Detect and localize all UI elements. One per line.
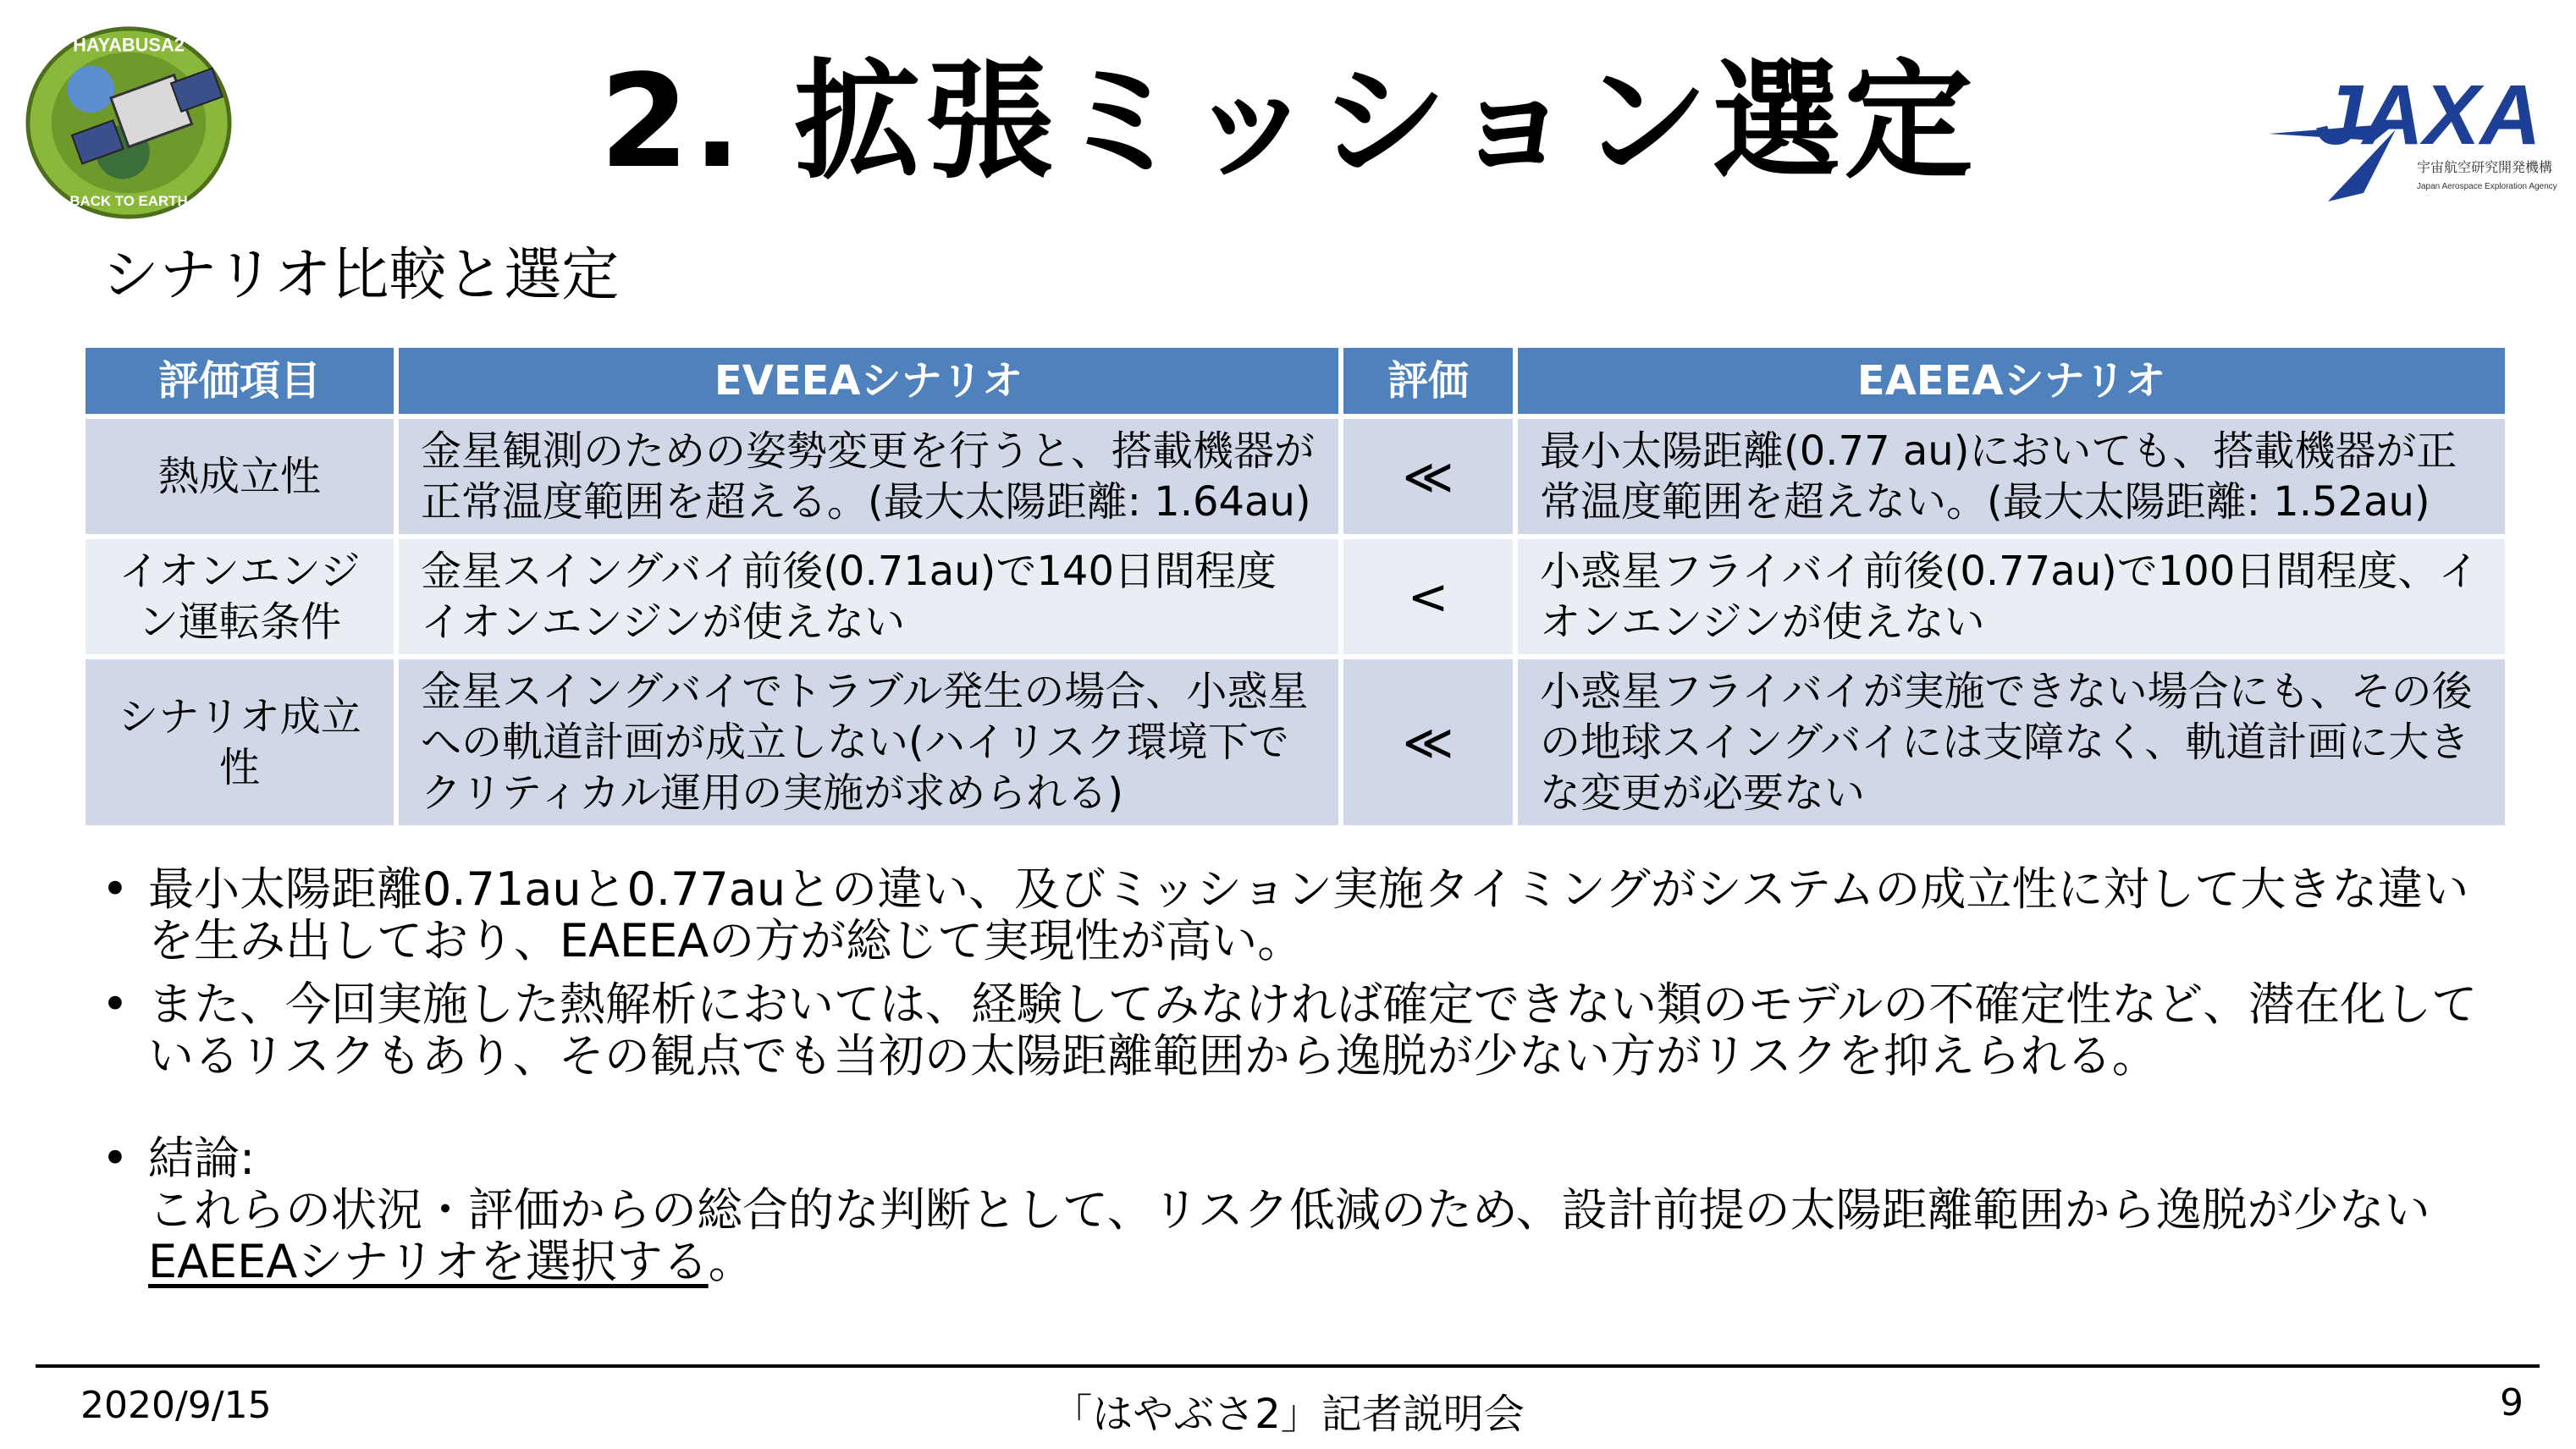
header-evaluation-item: 評価項目 xyxy=(85,348,394,414)
row-item-label: 熱成立性 xyxy=(85,419,394,534)
footer-event-name: 「はやぶさ2」記者説明会 xyxy=(1051,1391,1525,1438)
mission-logo-motto: BACK TO EARTH xyxy=(69,193,188,210)
row-item-label: イオンエンジン運転条件 xyxy=(85,539,394,654)
bullet-item: • また、今回実施した熱解析においては、経験してみなければ確定できない類のモデルの不確定性など、潜在化しているリスクもあり、その観点でも当初の太陽距離範囲から逸脱が少ない方がリスクを抑えられる。 xyxy=(102,978,2514,1082)
table-header-row xyxy=(85,348,2505,414)
row-evaluation-symbol: ≪ xyxy=(1343,419,1513,534)
header-eaeea-scenario: EAEEAシナリオ xyxy=(1518,348,2505,414)
row-eveea-cell: 金星観測のための姿勢変更を行うと、搭載機器が正常温度範囲を超える。(最大太陽距離: 1.64au) xyxy=(399,419,1338,534)
summary-bullets xyxy=(102,863,2514,1299)
jaxa-logo xyxy=(2269,49,2557,210)
row-item-label: シナリオ成立性 xyxy=(85,659,394,825)
slide-title: 2. 拡張ミッション選定 xyxy=(599,47,1977,196)
conclusion-end: 。 xyxy=(708,1235,754,1289)
footer-divider xyxy=(36,1364,2540,1368)
row-evaluation-symbol: < xyxy=(1343,539,1513,654)
row-eveea-cell: 金星スイングバイでトラブル発生の場合、小惑星への軌道計画が成立しない(ハイリスク環境下でクリティカル運用の実施が求められる) xyxy=(399,659,1338,825)
jaxa-agency-name-en: Japan Aerospace Exploration Agency xyxy=(2417,182,2557,191)
row-eveea-cell: 金星スイングバイ前後(0.71au)で140日間程度イオンエンジンが使えない xyxy=(399,539,1338,654)
bullet-item: • 最小太陽距離0.71auと0.77auとの違い、及びミッション実施タイミングがシステムの成立性に対して大きな違いを生み出しており、EAEEAの方が総じて実現性が高い。 xyxy=(102,863,2514,967)
jaxa-agency-name-ja: 宇宙航空研究開発機構 xyxy=(2417,159,2553,175)
header-evaluation: 評価 xyxy=(1343,348,1513,414)
jaxa-logo-wordmark: JAXA xyxy=(2315,68,2541,163)
header-eveea-scenario: EVEEAシナリオ xyxy=(399,348,1338,414)
row-evaluation-symbol: ≪ xyxy=(1343,659,1513,825)
conclusion-decision: EAEEAシナリオを選択する xyxy=(148,1235,709,1289)
row-eaeea-cell: 小惑星フライバイが実施できない場合にも、その後の地球スイングバイには支障なく、軌道計画に大きな変更が必要ない xyxy=(1518,659,2505,825)
page-number: 9 xyxy=(2500,1381,2524,1424)
footer-date: 2020/9/15 xyxy=(80,1384,272,1427)
section-subtitle: シナリオ比較と選定 xyxy=(102,242,620,309)
conclusion-body xyxy=(148,1184,2514,1287)
row-eaeea-cell: 最小太陽距離(0.77 au)においても、搭載機器が正常温度範囲を超えない。(最大太陽距離: 1.52au) xyxy=(1518,419,2505,534)
conclusion-item xyxy=(102,1132,2514,1287)
conclusion-label: • 結論: xyxy=(148,1132,256,1186)
mission-logo-name: HAYABUSA2 xyxy=(73,34,185,56)
row-eaeea-cell: 小惑星フライバイ前後(0.77au)で100日間程度、イオンエンジンが使えない xyxy=(1518,539,2505,654)
table-row xyxy=(85,419,2505,534)
scenario-comparison-table xyxy=(80,343,2510,830)
table-row xyxy=(85,659,2505,825)
table-row xyxy=(85,539,2505,654)
conclusion-text: これらの状況・評価からの総合的な判断として、リスク低減のため、設計前提の太陽距離範囲から逸脱が少ない xyxy=(148,1183,2430,1237)
